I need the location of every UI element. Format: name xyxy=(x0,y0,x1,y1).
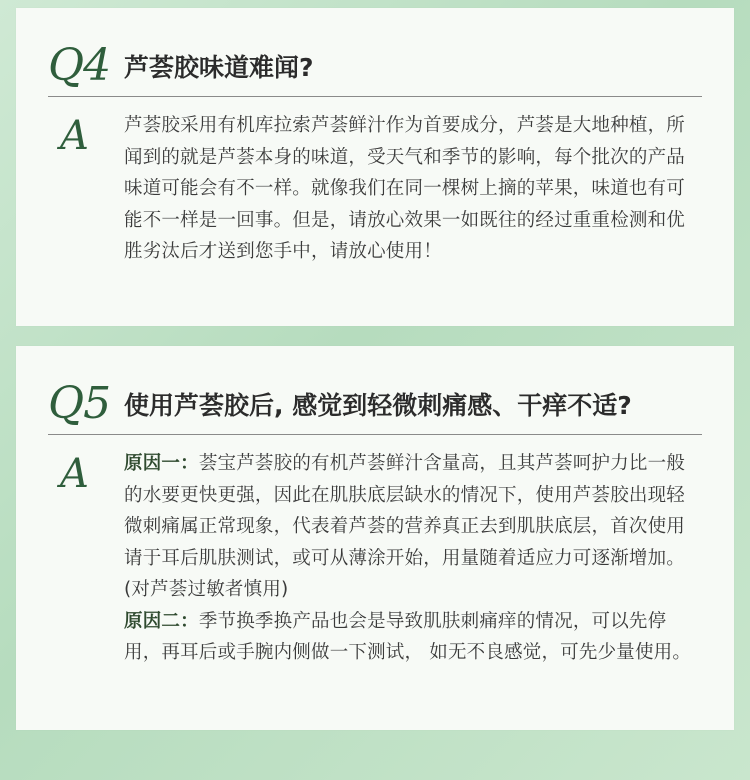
question-row xyxy=(48,36,702,96)
faq-card-q5 xyxy=(16,346,734,730)
a-mark: A xyxy=(60,451,89,497)
reason-1 xyxy=(124,448,702,606)
divider xyxy=(48,96,702,97)
question-title: 芦荟胶味道难闻? xyxy=(124,53,314,82)
q-mark: Q4 xyxy=(48,40,111,91)
q-mark: Q5 xyxy=(48,378,111,429)
reason-2 xyxy=(124,606,702,669)
faq-card-q4 xyxy=(16,8,734,326)
question-row xyxy=(48,374,702,434)
question-title: 使用芦荟胶后, 感觉到轻微刺痛感、干痒不适? xyxy=(124,391,632,420)
a-mark: A xyxy=(60,113,89,159)
answer-text: 芦荟胶采用有机库拉索芦荟鲜汁作为首要成分，芦荟是大地种植，所闻到的就是芦荟本身的味道，受天气和季节的影响，每个批次的产品味道可能会有不一样。就像我们在同一棵树上摘的苹果，味道也有可能不一样是一回事。但是，请放心效果一如既往的经过重重检测和优胜劣汰后才送到您手中，请放心使用！ xyxy=(124,115,686,262)
reason-1-label: 原因一： xyxy=(124,453,199,474)
reason-1-text: 荟宝芦荟胶的有机芦荟鲜汁含量高，且其芦荟呵护力比一般的水要更快更强，因此在肌肤底层缺水的情况下，使用芦荟胶出现轻微刺痛属正常现象，代表着芦荟的营养真正去到肌肤底层，首次使用请于耳后肌肤测试，或可从薄涂开始，用量随着适应力可逐渐增加。(对芦荟过敏者慎用) xyxy=(124,453,686,600)
reason-2-label: 原因二： xyxy=(124,610,199,632)
answer-text xyxy=(124,448,702,669)
divider xyxy=(48,434,702,435)
reason-2-text: 季节换季换产品也会是导致肌肤刺痛痒的情况，可以先停用，再耳后或手腕内侧做一下测试， 如无不良感觉，可先少量使用。 xyxy=(124,610,692,663)
